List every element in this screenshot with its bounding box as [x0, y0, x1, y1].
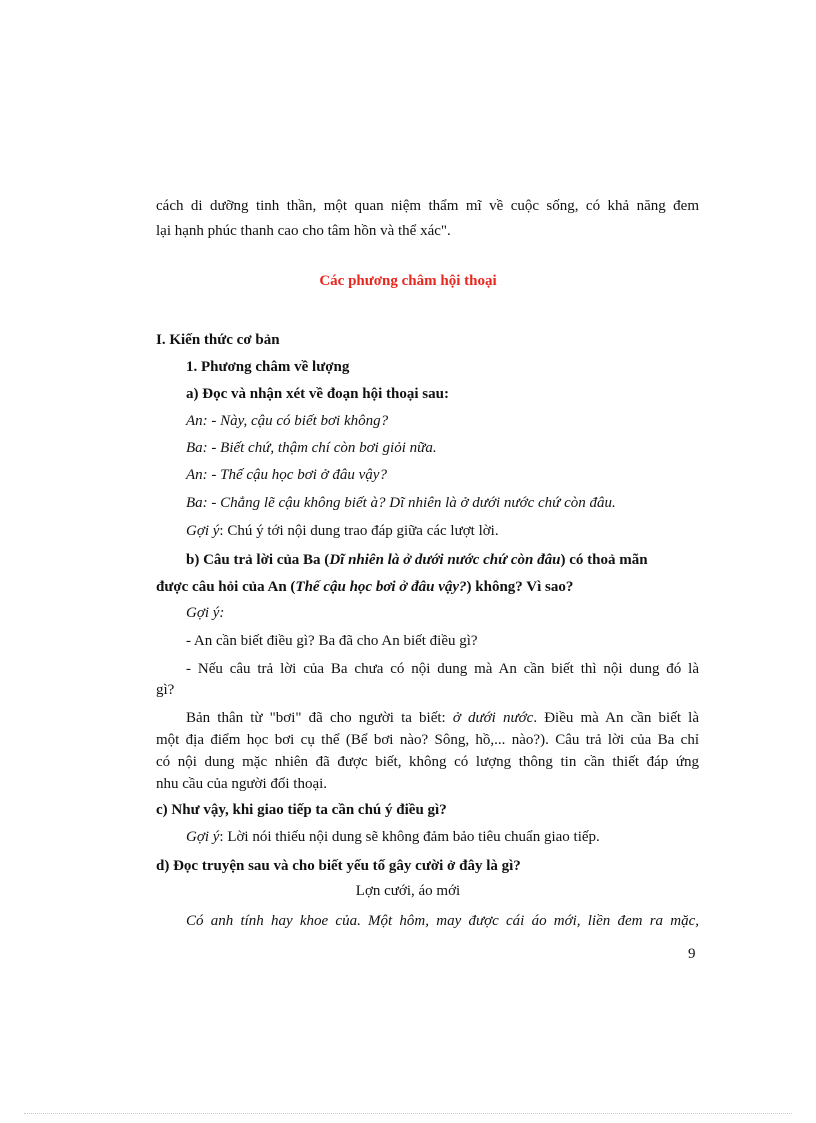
story-line: Có anh tính hay khoe của. Một hôm, may được cái áo mới, liền đem ra mặc,: [186, 913, 699, 929]
hint-a: [186, 521, 499, 541]
page-number: 9: [688, 946, 696, 962]
hint-a-text: : Chú ý tới nội dung trao đáp giữa các lượt lời.: [219, 523, 499, 539]
hint-c-label: Gợi ý: [186, 829, 220, 845]
dialogue-line-1: An: - Này, cậu có biết bơi không?: [186, 413, 389, 429]
hint-c: [186, 827, 600, 847]
intro-line-2: lại hạnh phúc thanh cao cho tâm hồn và thể xác".: [156, 223, 451, 239]
bullet-2-line-2: gì?: [156, 682, 175, 698]
section-title: Các phương châm hội thoại: [319, 273, 497, 289]
bullet-1: - An cần biết điều gì? Ba đã cho An biết điều gì?: [186, 633, 478, 649]
paragraph-emphasis: ở dưới nước: [452, 710, 534, 726]
dialogue-line-3: An: - Thế cậu học bơi ở đâu vậy?: [186, 467, 387, 483]
heading-phuong-cham-ve-luong: 1. Phương châm về lượng: [186, 359, 350, 375]
question-a: a) Đọc và nhận xét về đoạn hội thoại sau:: [186, 386, 449, 402]
question-b-part: được câu hỏi của An (: [156, 579, 296, 595]
question-b-part: b) Câu trả lời của Ba (: [186, 552, 330, 568]
page-footer-divider: [24, 1113, 792, 1114]
heading-kien-thuc: I. Kiến thức cơ bản: [156, 332, 280, 348]
hint-b-label: Gợi ý:: [186, 605, 225, 621]
intro-line-1: cách di dưỡng tinh thần, một quan niệm thẩm mĩ về cuộc sống, có khả năng đem: [156, 198, 699, 214]
question-b-line-1: [186, 550, 648, 570]
question-d: d) Đọc truyện sau và cho biết yếu tố gây cười ở đây là gì?: [156, 858, 521, 874]
question-c: c) Như vậy, khi giao tiếp ta cần chú ý điều gì?: [156, 802, 447, 818]
question-b-part: ) có thoả mãn: [560, 552, 648, 568]
story-title: Lợn cưới, áo mới: [355, 883, 461, 899]
question-b-emphasis: Thế cậu học bơi ở đâu vậy?: [295, 579, 467, 595]
question-b-emphasis: Dĩ nhiên là ở dưới nước chứ còn đâu: [329, 552, 561, 568]
question-b-part: ) không? Vì sao?: [466, 579, 574, 595]
paragraph-part: . Điều mà An cần biết là: [533, 710, 699, 726]
paragraph-line-3: có nội dung mặc nhiên đã được biết, không có lượng thông tin cần thiết đáp ứng: [156, 754, 699, 770]
bullet-2-line-1: - Nếu câu trả lời của Ba chưa có nội dung mà An cần biết thì nội dung đó là: [186, 661, 699, 677]
question-b-line-2: [156, 577, 573, 597]
hint-c-text: : Lời nói thiếu nội dung sẽ không đảm bảo tiêu chuẩn giao tiếp.: [219, 829, 600, 845]
dialogue-line-4: Ba: - Chẳng lẽ cậu không biết à? Dĩ nhiên là ở dưới nước chứ còn đâu.: [186, 495, 616, 511]
dialogue-line-2: Ba: - Biết chứ, thậm chí còn bơi giỏi nữa.: [186, 440, 437, 456]
paragraph-line-2: một địa điểm học bơi cụ thể (Bể bơi nào? Sông, hồ,... nào?). Câu trả lời của Ba chỉ: [156, 732, 699, 748]
hint-a-label: Gợi ý: [186, 523, 220, 539]
paragraph-part: Bản thân từ "bơi" đã cho người ta biết:: [186, 710, 453, 726]
paragraph-line-4: nhu cầu của người đối thoại.: [156, 776, 328, 792]
paragraph-line-1: [186, 708, 699, 728]
